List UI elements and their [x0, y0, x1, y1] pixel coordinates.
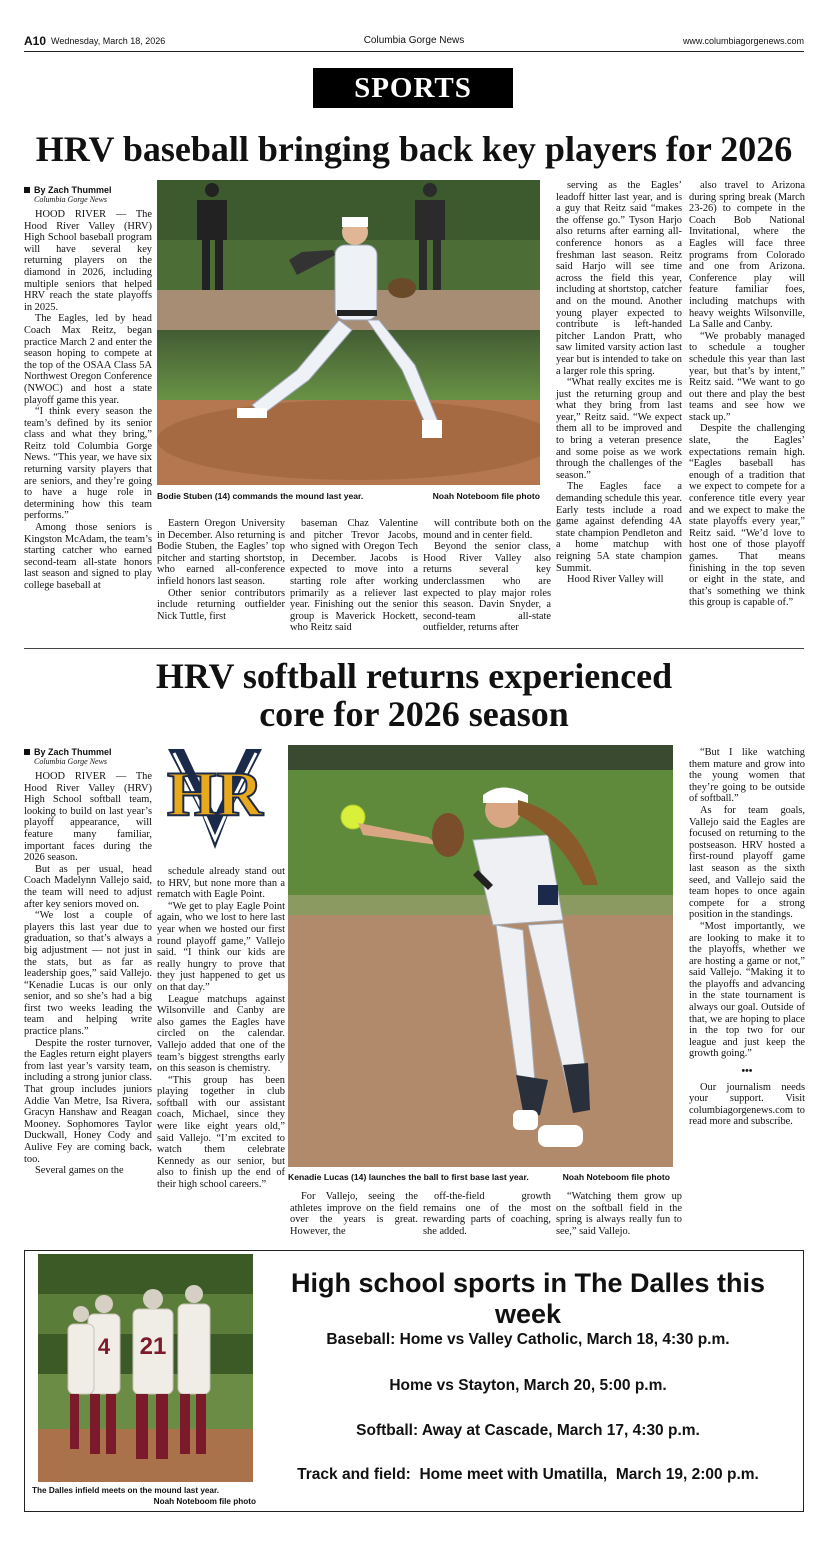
story-divider [24, 648, 804, 649]
schedule-item: Baseball: Home vs Valley Catholic, March 18, 4:30 p.m. [326, 1331, 730, 1348]
softball-col-1-text [24, 771, 152, 1177]
hrv-logo [160, 745, 270, 853]
baseball-col-6 [689, 180, 805, 609]
jersey-number-4: 4 [97, 1334, 111, 1359]
article-paragraph: For Vallejo, seeing the athletes improve on the field over the years is great. However, the [290, 1191, 418, 1237]
issue-date: Wednesday, March 18, 2026 [51, 36, 166, 46]
softball-col-2 [157, 866, 285, 1191]
baseball-col-1 [24, 185, 152, 592]
article-paragraph: Other senior contributors include returning outfielder Nick Tuttle, first [157, 587, 285, 622]
article-paragraph: “What really excites me is just the returning group and what they bring from last year,” Reitz said. “We expect them all to be improved and to bring a veteran presence and some poise as we work through the challenges of the season.” [556, 377, 682, 481]
website-link[interactable]: www.columbiagorgenews.com [682, 36, 804, 46]
hrv-logo-text: HR [167, 758, 263, 829]
article-paragraph: serving as the Eagles’ leadoff hitter last year, and is a guy that Reitz said “makes the offense go.” Tyson Harjo also returns after earning all-conference honors as a freshman last season. Reitz said Harjo will see time across the field this year, including at shortstop, catcher and on the mound. Another young player expected to contribute is left-handed pitcher Landon Pratt, who saw limited varsity action last year but is intended to take on a larger role this spring. [556, 180, 682, 377]
softball-col-1 [24, 747, 152, 1177]
article-paragraph: Despite the challenging slate, the Eagles’ expectations remain high. “Eagles baseball has enough of a tradition that we expect to compete for a conference title every year and we expect to make the state playoffs every year,” Reitz said. “We’d love to host one of those playoff games. That means finishing in the top seven or eight in the state, and that’s something we think this group is capable of.” [689, 423, 805, 609]
article-paragraph: “Most importantly, we are looking to make it to the playoffs, whether we are hosting a game or not,” said Vallejo. “Making it to the playoffs and advancing in the state tournament is always our goal. Outside of that, we are hoping to place in the top two for our league and just keep the growth going.” [689, 920, 805, 1060]
schedule-item: Softball: Away at Cascade, March 17, 4:30 p.m. [356, 1422, 700, 1439]
hrv-logo-graphic [160, 745, 270, 853]
baseball-col-2 [157, 518, 285, 622]
dalles-schedule-title: High school sports in The Dalles this week [290, 1268, 766, 1329]
article-paragraph: HOOD RIVER — The Hood River Valley (HRV) High School softball team, looking to build on last year’s playoff appearance, will feature many familiar, important faces during the 2026 season. [24, 771, 152, 864]
baseball-photo [157, 180, 540, 485]
dalles-photo [38, 1254, 253, 1482]
softball-photo-caption: Kenadie Lucas (14) launches the ball to first base last year. [288, 1172, 529, 1182]
article-paragraph: As for team goals, Vallejo said the Eagles are focused on returning to the postseason. HRV hosted a first-round playoff game last season as the sixth seed, and Vallejo said the team hopes to once again compete for a strong position in the standings. [689, 804, 805, 921]
article-paragraph: Among those seniors is Kingston McAdam, the team’s starting catcher who earned second-team all-state honors last season and signed to play college baseball at [24, 522, 152, 591]
softball-photo [288, 745, 673, 1167]
end-dots: ••• [741, 1066, 753, 1078]
page-header [24, 34, 804, 52]
article-paragraph: Beyond the senior class, Hood River Valley also returns several key underclassmen who are expected to play major roles this season. Davin Snyder, a second-team all-state outfielder, returns after [423, 541, 551, 634]
article-paragraph: “Watching them grow up on the softball field in the spring is always really fun to see,” said Vallejo. [556, 1191, 682, 1237]
softball-col-4 [423, 1191, 551, 1237]
article-paragraph: “This group has been playing together in club softball with our assistant coach, Michael, since they were like eight years old,” said Vallejo. “I’m excited to watch them celebrate Kennedy as our senior, but also to finish up the end of their high school careers.” [157, 1074, 285, 1191]
baseball-photo-caption: Bodie Stuben (14) commands the mound last year. [157, 491, 364, 501]
softball-photo-credit: Noah Noteboom file photo [562, 1172, 670, 1182]
baseball-col-4 [423, 518, 551, 634]
baseball-col-1-text [24, 209, 152, 592]
article-paragraph: also travel to Arizona during spring break (March 23-26) to compete in the Coach Bob National Invitational, where the Eagles will face three programs from Colorado and one from Arizona. Conference play will feature familiar foes, including matchups with heavy weights Wilsonville, La Salle and Canby. [689, 180, 805, 331]
article-paragraph: Despite the roster turnover, the Eagles return eight players from last year’s varsity team, including a strong junior class. That group includes juniors Addie Van Metre, Isa Rivera, Gracyn Hanshaw and Reagan Mooney. Sophomores Taylor Duckwall, Honey Cody and Aulive Fey are coming back, too. [24, 1037, 152, 1165]
article-paragraph: will contribute both on the mound and in center field. [423, 518, 551, 541]
dalles-photo-caption: The Dalles infield meets on the mound last year. [32, 1486, 219, 1495]
article-paragraph: League matchups against Wilsonville and Canby are also games the Eagles have circled on the calendar. Vallejo added that one of the team’s biggest strengths early on this season is chemistry. [157, 993, 285, 1075]
article-paragraph: The Eagles, led by head Coach Max Reitz, began practice March 2 and enter the season hoping to compete at the top of the OSAA Class 5A Northwest Oregon Conference (NWOC) and host a state playoff game this year. [24, 313, 152, 406]
jersey-number-21: 21 [139, 1333, 167, 1360]
pitcher-illustration [157, 180, 540, 485]
article-paragraph: But as per usual, head Coach Madelynn Vallejo said, the team will need to adjust after key seniors moved on. [24, 863, 152, 910]
article-paragraph: “I think every season the team’s defined by its senior class and what they bring,” Reitz told Columbia Gorge News. “This year, we have six returning varsity players that are seniors, and they’re going to have a huge role in determining how this team performs.” [24, 406, 152, 522]
dalles-photo-credit: Noah Noteboom file photo [153, 1497, 256, 1506]
article-paragraph: Several games on the [35, 1165, 124, 1177]
paper-name: Columbia Gorge News [363, 35, 465, 46]
baseball-col-5 [556, 180, 682, 586]
softball-col-6 [689, 747, 805, 1128]
article-paragraph: baseman Chaz Valentine and pitcher Trevor Jacobs, who signed with Oregon Tech in December. Jacobs is expected to move into a starting role after working primarily as a reliever last year. Finishing out the senior group is Maverick Hockett, who Reitz said [290, 518, 418, 634]
softball-byline: By Zach Thummel Columbia Gorge News [24, 747, 152, 767]
article-paragraph: off-the-field growth remains one of the most rewarding parts of coaching, she added. [423, 1191, 551, 1237]
article-paragraph: Hood River Valley will [567, 574, 664, 586]
article-paragraph: “But I like watching them mature and grow into the young women that they’re going to be outside of softball.” [689, 747, 805, 805]
softball-col-6-text [689, 747, 805, 1060]
baseball-photo-credit: Noah Noteboom file photo [432, 491, 540, 501]
article-paragraph: “We lost a couple of players this last year due to graduation, so that’s always a big adjustment — not just in the stats, but as far as leadership goes,” said Vallejo. “Kenadie Lucas is our only senior, and so she’s had a big first two weeks leading the team and helping write practice plans.” [24, 910, 152, 1038]
softball-col-3 [290, 1191, 418, 1237]
page-number: A10 [24, 34, 47, 48]
schedule-item: Track and field: Home meet with Umatilla, March 19, 2:00 p.m. [297, 1466, 759, 1483]
softball-headline-line-2: core for 2026 season [259, 694, 569, 734]
article-paragraph: The Eagles face a demanding schedule this year. Early tests include a road game against defending 4A state champion Pendleton and a home matchup with reigning 5A state champion Summit. [556, 481, 682, 574]
baseball-headline: HRV baseball bringing back key players for 2026 [35, 129, 793, 169]
article-paragraph: HOOD RIVER — The Hood River Valley (HRV) High School baseball program will have several key returning players on the diamond in 2026, including multiple seniors that helped HRV reach the state playoffs in 2025. [24, 209, 152, 313]
softball-player-illustration [288, 745, 673, 1167]
softball-col-5 [556, 1191, 682, 1237]
article-paragraph: schedule already stand out to HRV, but none more than a rematch with Eagle Point. [157, 866, 285, 901]
article-paragraph: Eastern Oregon University in December. Also returning is Bodie Stuben, the Eagles’ top pitcher and starting shortstop, who earned all-conference infield honors last season. [157, 518, 285, 587]
baseball-col-3 [290, 518, 418, 634]
infield-meeting-illustration [38, 1254, 253, 1482]
article-paragraph: “We probably managed to schedule a tougher schedule this year than last year, but that’s by intent,” Reitz said. “We want to go out there and play the best teams and see how we stack up.” [689, 330, 805, 423]
article-paragraph: “We get to play Eagle Point again, who we lost to here last year when we hosted our first round playoff game,” Vallejo said. “I think our kids are really hungry to prove that they just happened to get us on that day.” [157, 900, 285, 993]
baseball-byline: By Zach Thummel Columbia Gorge News [24, 185, 152, 205]
schedule-item: Home vs Stayton, March 20, 5:00 p.m. [389, 1377, 667, 1394]
section-banner: SPORTS [313, 68, 513, 108]
softball-headline-line-1: HRV softball returns experienced [155, 656, 673, 696]
support-note: Our journalism needs your support. Visit columbiagorgenews.com to read more and subscribe. [689, 1081, 805, 1128]
